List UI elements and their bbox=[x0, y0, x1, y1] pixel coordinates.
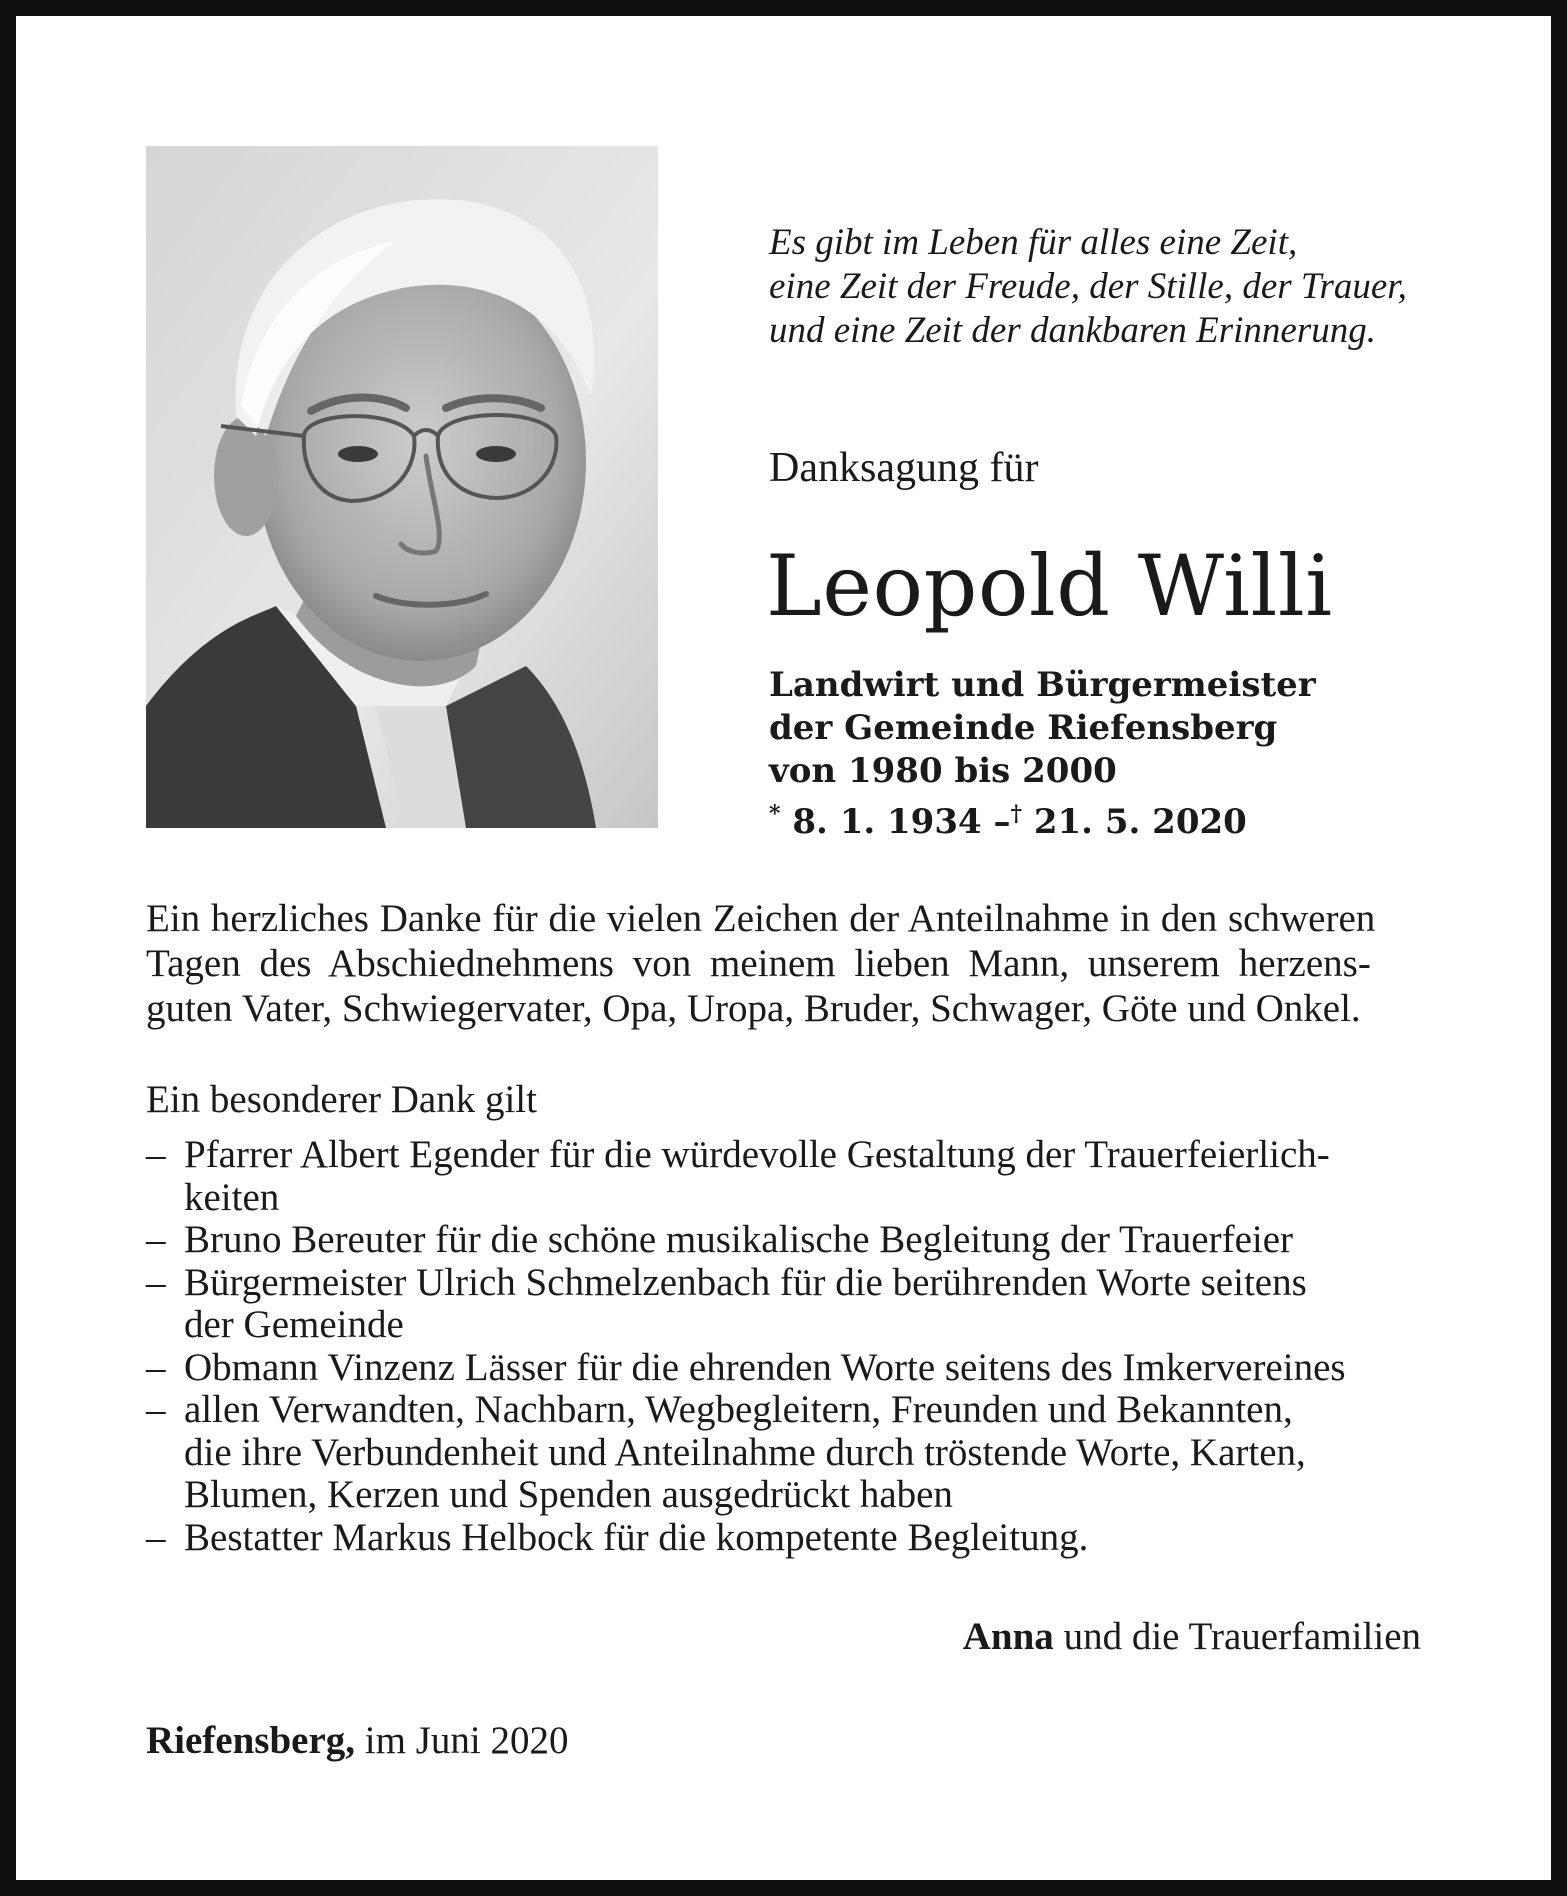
dash-bullet: – bbox=[146, 1388, 166, 1431]
list-item-line: Obmann Vinzenz Lässer für die ehrenden Worte seitens des Imkervereines bbox=[184, 1345, 1346, 1389]
date-separator: – bbox=[993, 802, 1011, 842]
signature-name: Anna bbox=[962, 1615, 1054, 1658]
dash-bullet: – bbox=[146, 1133, 166, 1176]
portrait-photo bbox=[146, 146, 658, 828]
list-item bbox=[146, 1134, 1456, 1219]
deceased-name: Leopold Willi bbox=[766, 537, 1333, 635]
dash-bullet: – bbox=[146, 1218, 166, 1261]
thanks-for-heading: Danksagung für bbox=[769, 445, 1039, 491]
list-item-line: Bruno Bereuter für die schöne musikalische Begleitung der Trauerfeier bbox=[184, 1218, 1294, 1261]
dash-bullet: – bbox=[146, 1345, 166, 1389]
list-item-line: der Gemeinde bbox=[184, 1303, 404, 1346]
intro-paragraph bbox=[146, 896, 1456, 1031]
list-item-line: keiten bbox=[184, 1175, 280, 1219]
role-line: der Gemeinde Riefensberg bbox=[769, 708, 1278, 748]
death-date: 21. 5. 2020 bbox=[1033, 802, 1247, 842]
special-thanks-list bbox=[146, 1134, 1456, 1559]
list-item-line: Pfarrer Albert Egender für die würdevolle Gestaltung der Trauerfeierlich- bbox=[184, 1133, 1330, 1176]
role-line: von 1980 bis 2000 bbox=[769, 751, 1117, 791]
intro-line: Tagen des Abschiednehmens von meinem lieben Mann, unserem herzens- bbox=[146, 942, 1371, 985]
quote-block bbox=[769, 221, 1469, 353]
special-thanks-label: Ein besonderer Dank gilt bbox=[146, 1078, 537, 1121]
list-item bbox=[146, 1347, 1456, 1390]
death-symbol: † bbox=[1010, 801, 1023, 827]
list-item-line: Bestatter Markus Helbock für die kompetente Begleitung. bbox=[184, 1515, 1089, 1559]
intro-line: Ein herzliches Danke für die vielen Zeichen der Anteilnahme in den schweren bbox=[146, 897, 1376, 940]
list-item-line: allen Verwandten, Nachbarn, Wegbegleitern, Freunden und Bekannten, bbox=[184, 1388, 1293, 1431]
place-name: Riefensberg, bbox=[146, 1719, 356, 1762]
birth-symbol: * bbox=[769, 801, 781, 827]
list-item-line: Blumen, Kerzen und Spenden ausgedrückt haben bbox=[184, 1473, 953, 1516]
intro-line: guten Vater, Schwiegervater, Opa, Uropa, Bruder, Schwager, Göte und Onkel. bbox=[146, 987, 1361, 1030]
list-item bbox=[146, 1389, 1456, 1517]
list-item bbox=[146, 1219, 1456, 1262]
signature-rest: und die Trauerfamilien bbox=[1063, 1615, 1421, 1658]
list-item-line: die ihre Verbundenheit und Anteilnahme durch tröstende Worte, Karten, bbox=[184, 1430, 1306, 1474]
place-date bbox=[146, 1718, 568, 1763]
dash-bullet: – bbox=[146, 1515, 166, 1559]
list-item-line: Bürgermeister Ulrich Schmelzenbach für die berührenden Worte seitens bbox=[184, 1260, 1307, 1304]
list-item bbox=[146, 1262, 1456, 1347]
signature bbox=[963, 1614, 1421, 1659]
date-text: im Juni 2020 bbox=[364, 1719, 569, 1762]
life-dates bbox=[769, 793, 1316, 844]
portrait-image bbox=[146, 146, 658, 828]
role-line: Landwirt und Bürgermeister bbox=[769, 665, 1316, 705]
quote-line: Es gibt im Leben für alles eine Zeit, bbox=[769, 222, 1298, 263]
quote-line: und eine Zeit der dankbaren Erinnerung. bbox=[769, 310, 1376, 351]
list-item bbox=[146, 1517, 1456, 1560]
quote-line: eine Zeit der Freude, der Stille, der Trauer, bbox=[769, 266, 1407, 307]
dash-bullet: – bbox=[146, 1260, 166, 1304]
birth-date: 8. 1. 1934 bbox=[792, 802, 982, 842]
role-block bbox=[769, 664, 1316, 844]
